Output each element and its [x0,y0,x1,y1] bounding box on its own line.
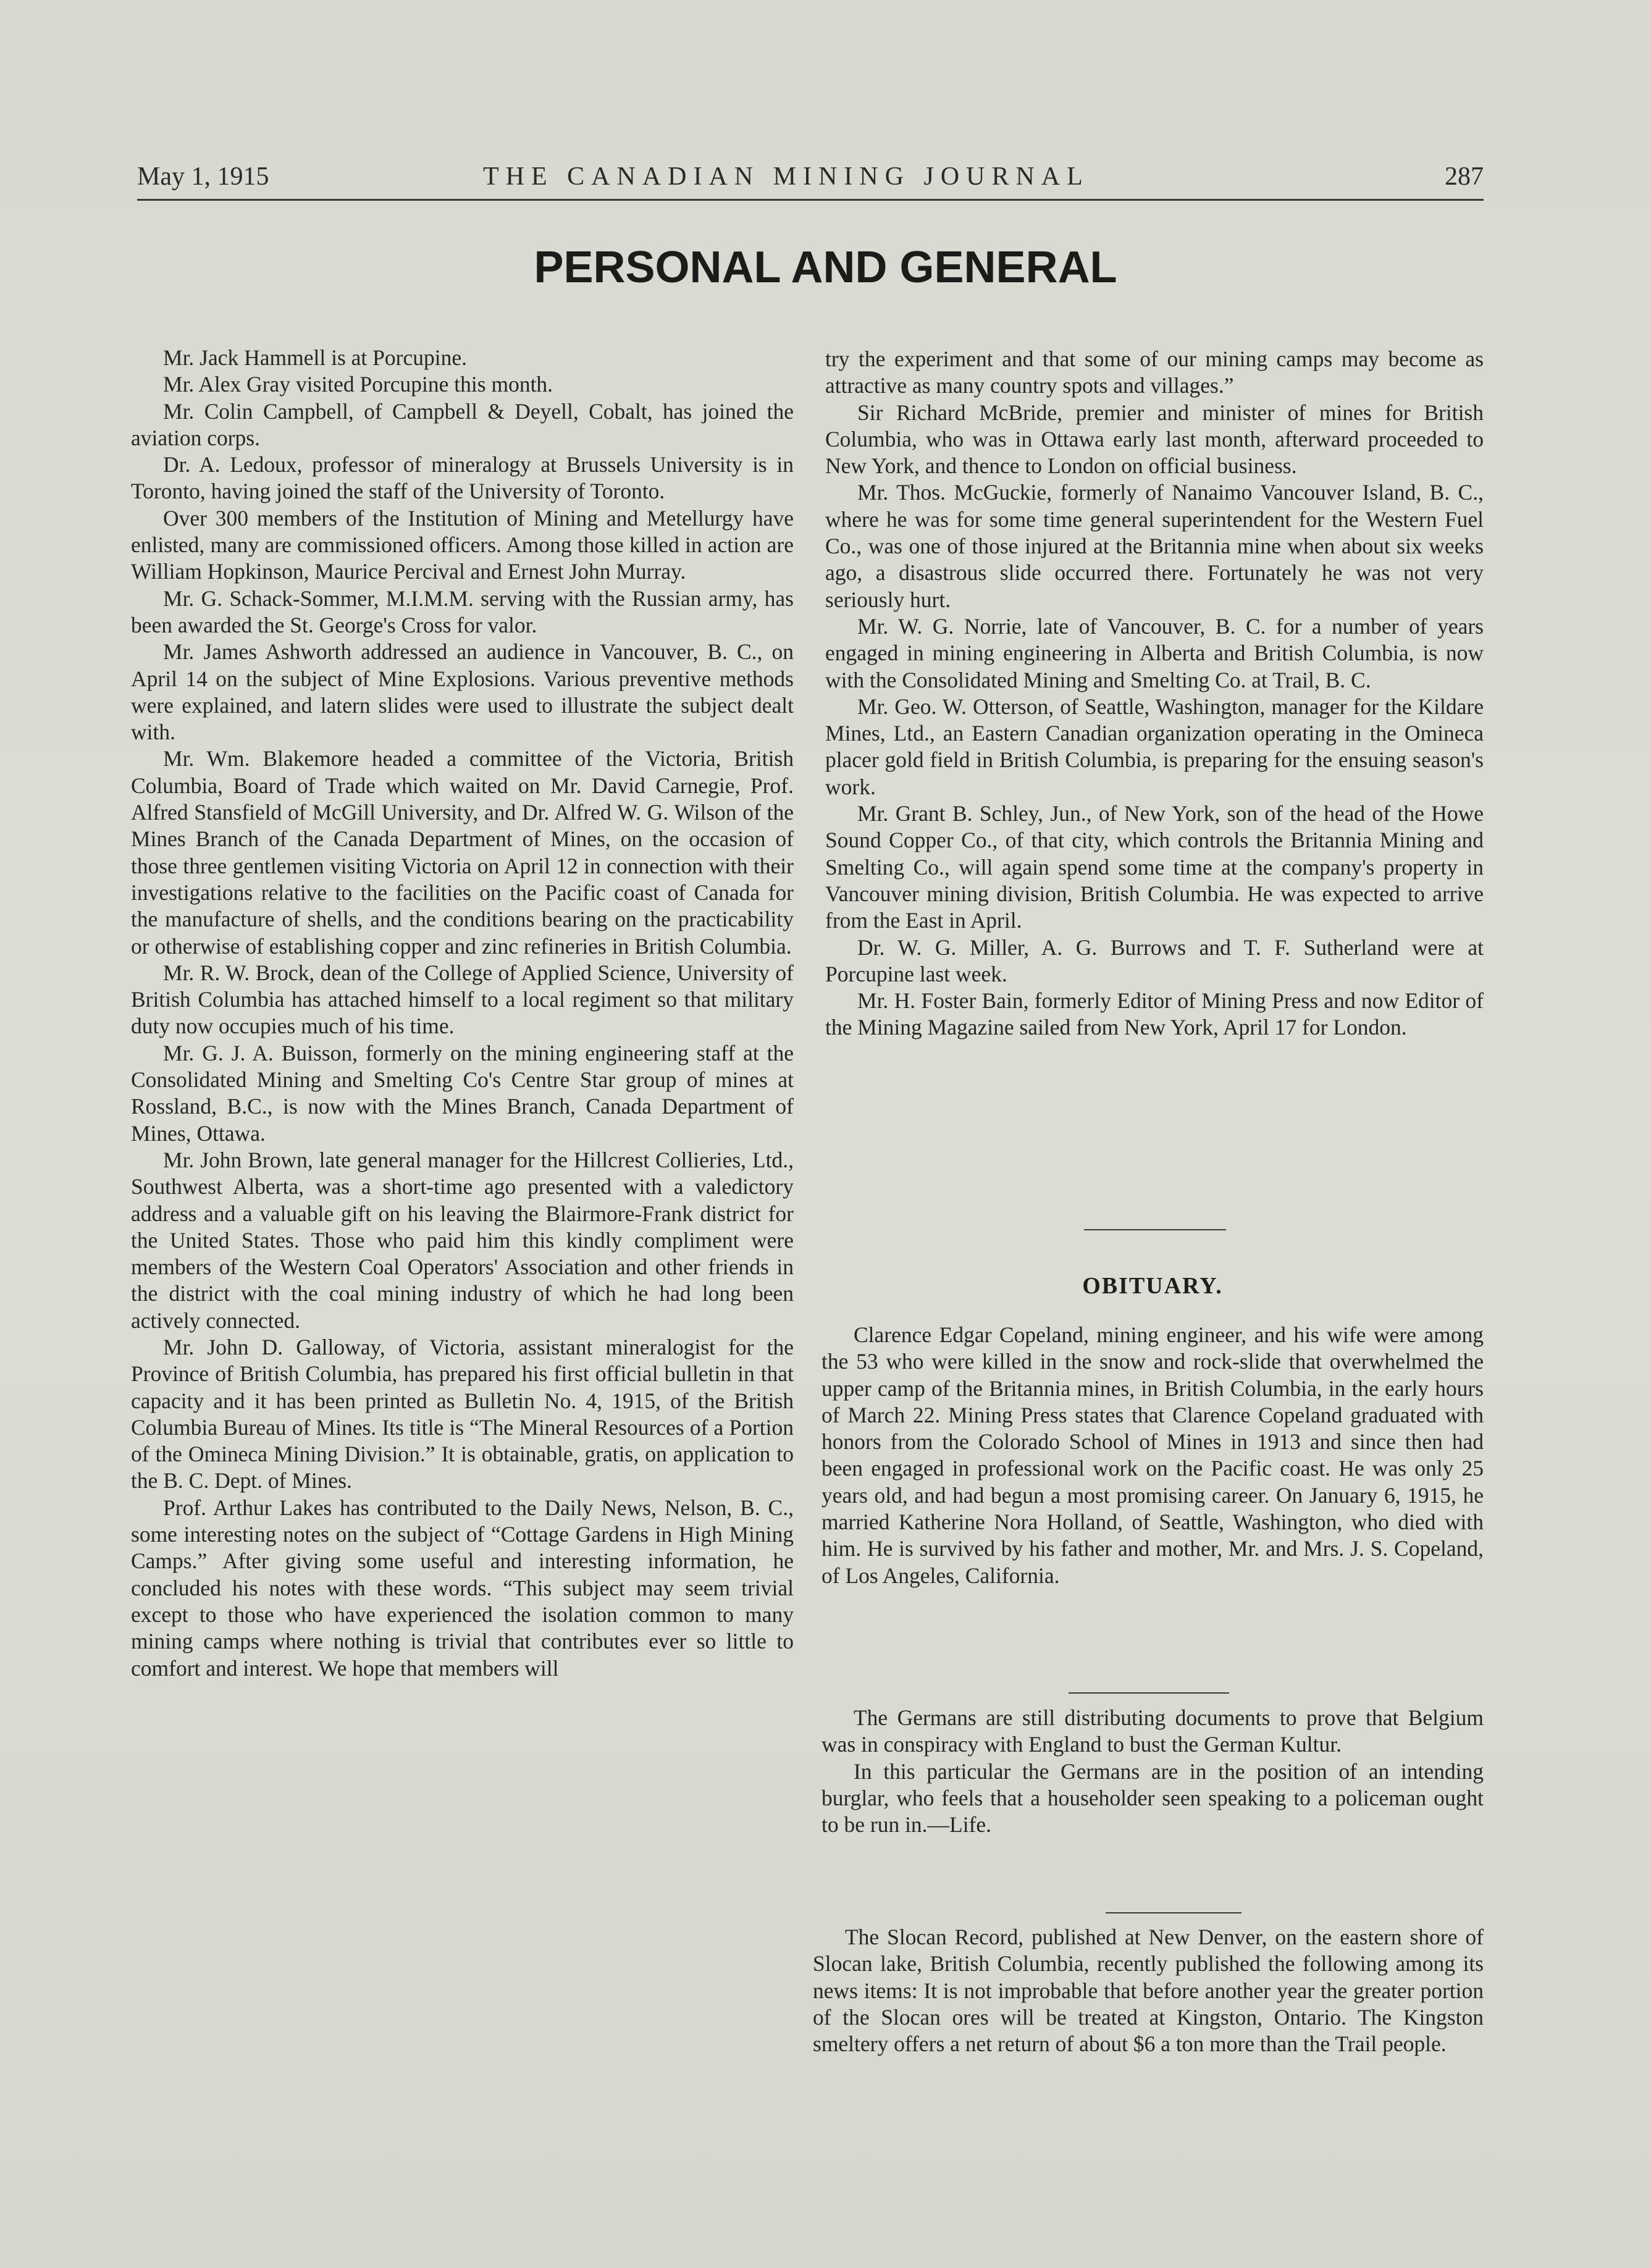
paragraph: Mr. James Ashworth addressed an audience in Vancouver, B. C., on April 14 on the subject of Mine Explosions. Various preventive methods were explained, and latern slides were used to illustrate the subject dealt with. [131,639,794,745]
obituary-section [821,1322,1484,1589]
paragraph: Dr. W. G. Miller, A. G. Burrows and T. F. Sutherland were at Porcupine last week. [825,934,1484,986]
section-divider [1106,1912,1241,1913]
paragraph: Mr. R. W. Brock, dean of the College of Applied Science, University of British Columbia has attached himself to a local regiment so that military duty now occupies much of his time. [131,960,794,1039]
section-divider [1069,1692,1229,1694]
left-column [131,345,794,1682]
paragraph: Mr. W. G. Norrie, late of Vancouver, B. C. for a number of years engaged in mining engineering in Alberta and British Columbia, is now with the Consolidated Mining and Smelting Co. at Trail, B. C. [825,613,1484,692]
paragraph: Sir Richard McBride, premier and minister of mines for British Columbia, who was in Ottawa early last month, afterward proceeded to New York, and thence to London on official business. [825,400,1484,479]
paragraph: Mr. John D. Galloway, of Victoria, assistant mineralogist for the Province of British Columbia, has prepared his first official bulletin in that capacity and it has been printed as Bulletin No. 4, 1915, of the British Columbia Bureau of Mines. Its title is “The Mineral Resources of a Portion of the Omineca Mining Division.” It is obtainable, gratis, on application to the B. C. Dept. of Mines. [131,1334,794,1493]
paragraph: Mr. Alex Gray visited Porcupine this month. [163,372,553,397]
slocan-item [813,1924,1484,2057]
obituary-heading: OBITUARY. [1082,1273,1223,1299]
header-journal-title: THE CANADIAN MINING JOURNAL [483,162,1090,191]
paragraph: Mr. G. J. A. Buisson, formerly on the mining engineering staff at the Consolidated Mining and Smelting Co's Centre Star group of mines at Rossland, B.C., is now with the Mines Branch, Canada Department of Mines, Ottawa. [131,1040,794,1146]
paragraph: Mr. G. Schack-Sommer, M.I.M.M. serving with the Russian army, has been awarded the St. George's Cross for valor. [131,586,794,637]
running-header [137,162,1484,199]
paragraph: The Germans are still distributing documents to prove that Belgium was in conspiracy with England to bust the German Kultur. [821,1705,1484,1757]
paragraph: Mr. Wm. Blakemore headed a committee of the Victoria, British Columbia, Board of Trade which waited on Mr. David Carnegie, Prof. Alfred Stansfield of McGill University, and Dr. Alfred W. G. Wilson of the Mines Branch of the Canada Department of Mines, on the occasion of those three gentlemen visiting Victoria on April 12 in connection with their investigations relative to the facilities on the Pacific coast of Canada for the manufacture of shells, and the conditions bearing on the practicability or otherwise of establishing copper and zinc refineries in British Columbia. [131,746,794,959]
paragraph: Mr. Grant B. Schley, Jun., of New York, son of the head of the Howe Sound Copper Co., of that city, which controls the Britannia Mining and Smelting Co., will again spend some time at the company's property in Vancouver mining division, British Columbia. He was expected to arrive from the East in April. [825,801,1484,933]
paragraph: In this particular the Germans are in the position of an intending burglar, who feels that a householder seen speaking to a policeman ought to be run in.—Life. [821,1758,1484,1838]
article-title: PERSONAL AND GENERAL [534,243,1117,292]
right-column [825,346,1484,1041]
paragraph: Mr. Thos. McGuckie, formerly of Nanaimo Vancouver Island, B. C., where he was for some time general superintendent for the Western Fuel Co., was one of those injured at the Britannia mine when about six weeks ago, a disastrous slide occurred there. Fortunately he was not very seriously hurt. [825,480,1484,612]
paragraph: Mr. Colin Campbell, of Campbell & Deyell, Cobalt, has joined the aviation corps. [131,398,794,450]
germans-item [821,1705,1484,1838]
obituary-paragraph: Clarence Edgar Copeland, mining engineer, and his wife were among the 53 who were killed in the snow and rock-slide that overwhelmed the upper camp of the Britannia mines, in British Columbia, in the early hours of March 22. Mining Press states that Clarence Copeland graduated with honors from the Colorado School of Mines in 1913 and since then had been engaged in professional work on the Pacific coast. He was only 25 years old, and had begun a most promising career. On January 6, 1915, he married Katherine Nora Holland, of Seattle, Washington, who died with him. He is survived by his father and mother, Mr. and Mrs. J. S. Copeland, of Los Angeles, California. [821,1322,1484,1588]
header-date: May 1, 1915 [137,162,269,191]
paragraph: Over 300 members of the Institution of Mining and Metellurgy have enlisted, many are commissioned officers. Among those killed in action are William Hopkinson, Maurice Percival and Ernest John Murray. [131,505,794,584]
header-page-number: 287 [1445,162,1484,191]
paragraph-continued: try the experiment and that some of our mining camps may become as attractive as many country spots and villages.” [825,346,1484,398]
paragraph: Mr. H. Foster Bain, formerly Editor of Mining Press and now Editor of the Mining Magazine sailed from New York, April 17 for London. [825,988,1484,1040]
section-divider [1084,1229,1226,1230]
paragraph: Mr. Geo. W. Otterson, of Seattle, Washington, manager for the Kildare Mines, Ltd., an Eastern Canadian organization operating in the Omineca placer gold field in British Columbia, is preparing for the ensuing season's work. [825,694,1484,799]
paragraph: Mr. John Brown, late general manager for the Hillcrest Collieries, Ltd., Southwest Alberta, was a short-time ago presented with a valedictory address and a valuable gift on his leaving the Blairmore-Frank district for the United States. Those who paid him this kindly compliment were members of the Western Coal Operators' Association and other friends in the district with the coal mining industry of which he had long been actively connected. [131,1147,794,1333]
paragraph: Prof. Arthur Lakes has contributed to the Daily News, Nelson, B. C., some interesting notes on the subject of “Cottage Gardens in High Mining Camps.” After giving some useful and interesting information, he concluded his notes with these words. “This subject may seem trivial except to those who have experienced the isolation common to many mining camps where nothing is trivial that contributes ever so little to comfort and interest. We hope that members will [131,1495,794,1681]
header-rule [137,199,1484,201]
paragraph: Dr. A. Ledoux, professor of mineralogy at Brussels University is in Toronto, having joined the staff of the University of Toronto. [131,452,794,504]
paragraph: Mr. Jack Hammell is at Porcupine. [163,345,467,370]
paragraph: The Slocan Record, published at New Denver, on the eastern shore of Slocan lake, British Columbia, recently published the following among its news items: It is not improbable that before another year the greater portion of the Slocan ores will be treated at Kingston, Ontario. The Kingston smeltery offers a net return of about $6 a ton more than the Trail people. [813,1925,1484,2057]
